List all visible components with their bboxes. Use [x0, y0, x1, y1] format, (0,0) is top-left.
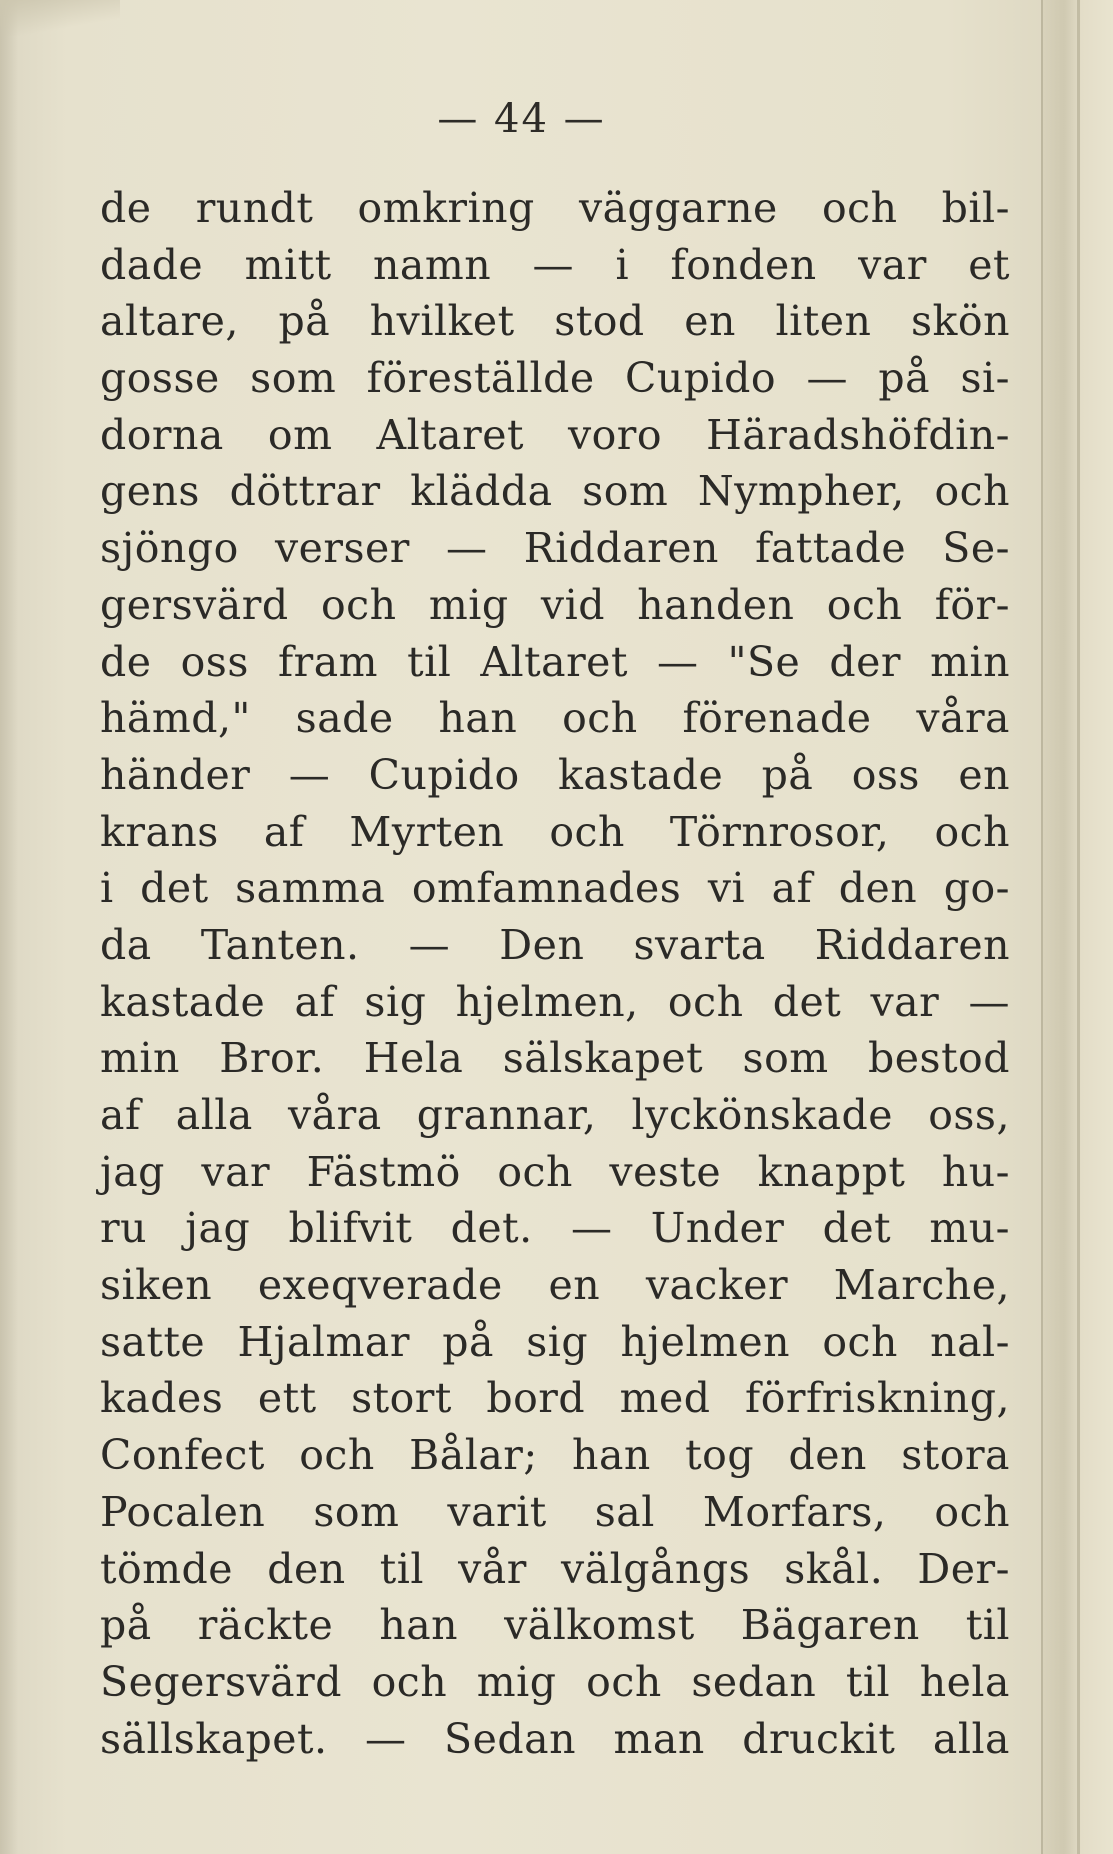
text-line: de rundt omkring väggarne och bil- — [100, 184, 1010, 232]
text-line: min Bror. Hela sälskapet som bestod — [100, 1034, 1010, 1083]
text-line: gosse som föreställde Cupido — på si- — [100, 354, 1010, 403]
text-line: siken exeqverade en vacker Marche, — [100, 1261, 1010, 1310]
text-line: sjöngo verser — Riddaren fattade Se- — [100, 524, 1010, 573]
text-line: på räckte han välkomst Bägaren til — [100, 1601, 1010, 1650]
text-line: dorna om Altaret voro Häradshöfdin- — [100, 410, 1010, 459]
text-line: gens döttrar klädda som Nympher, och — [100, 467, 1010, 516]
text-line: Confect och Bålar; han tog den stora — [100, 1431, 1010, 1480]
text-line: jag var Fästmö och veste knappt hu- — [100, 1147, 1010, 1196]
body-text — [100, 180, 1010, 1767]
text-line: de oss fram til Altaret — "Se der min — [100, 637, 1010, 686]
text-line: gersvärd och mig vid handen och för- — [100, 580, 1010, 629]
text-line: Pocalen som varit sal Morfars, och — [100, 1487, 1010, 1536]
page-corner-stain — [0, 0, 120, 36]
text-line: hämd," sade han och förenade våra — [100, 694, 1010, 743]
text-line: sällskapet. — Sedan man druckit alla — [100, 1714, 1010, 1763]
text-line: kades ett stort bord med förfriskning, — [100, 1374, 1010, 1423]
page-number: — 44 — — [437, 96, 606, 142]
page-fold-line — [1077, 0, 1080, 1854]
text-line: händer — Cupido kastade på oss en — [100, 750, 1010, 799]
text-line: tömde den til vår välgångs skål. Der- — [100, 1544, 1010, 1593]
text-line: krans af Myrten och Törnrosor, och — [100, 807, 1010, 856]
text-line: ru jag blifvit det. — Under det mu- — [100, 1204, 1010, 1253]
text-line: Segersvärd och mig och sedan til hela — [100, 1657, 1010, 1706]
text-line: i det samma omfamnades vi af den go- — [100, 864, 1010, 913]
text-line: satte Hjalmar på sig hjelmen och nal- — [100, 1317, 1010, 1366]
page-gutter-shadow — [0, 0, 18, 1854]
page-fore-edge — [1041, 0, 1113, 1854]
text-line: altare, på hvilket stod en liten skön — [100, 297, 1010, 346]
text-line: af alla våra grannar, lyckönskade oss, — [100, 1091, 1010, 1139]
text-line: kastade af sig hjelmen, och det var — — [100, 977, 1010, 1026]
text-line: da Tanten. — Den svarta Riddaren — [100, 920, 1010, 969]
text-line: dade mitt namn — i fonden var et — [100, 240, 1010, 289]
